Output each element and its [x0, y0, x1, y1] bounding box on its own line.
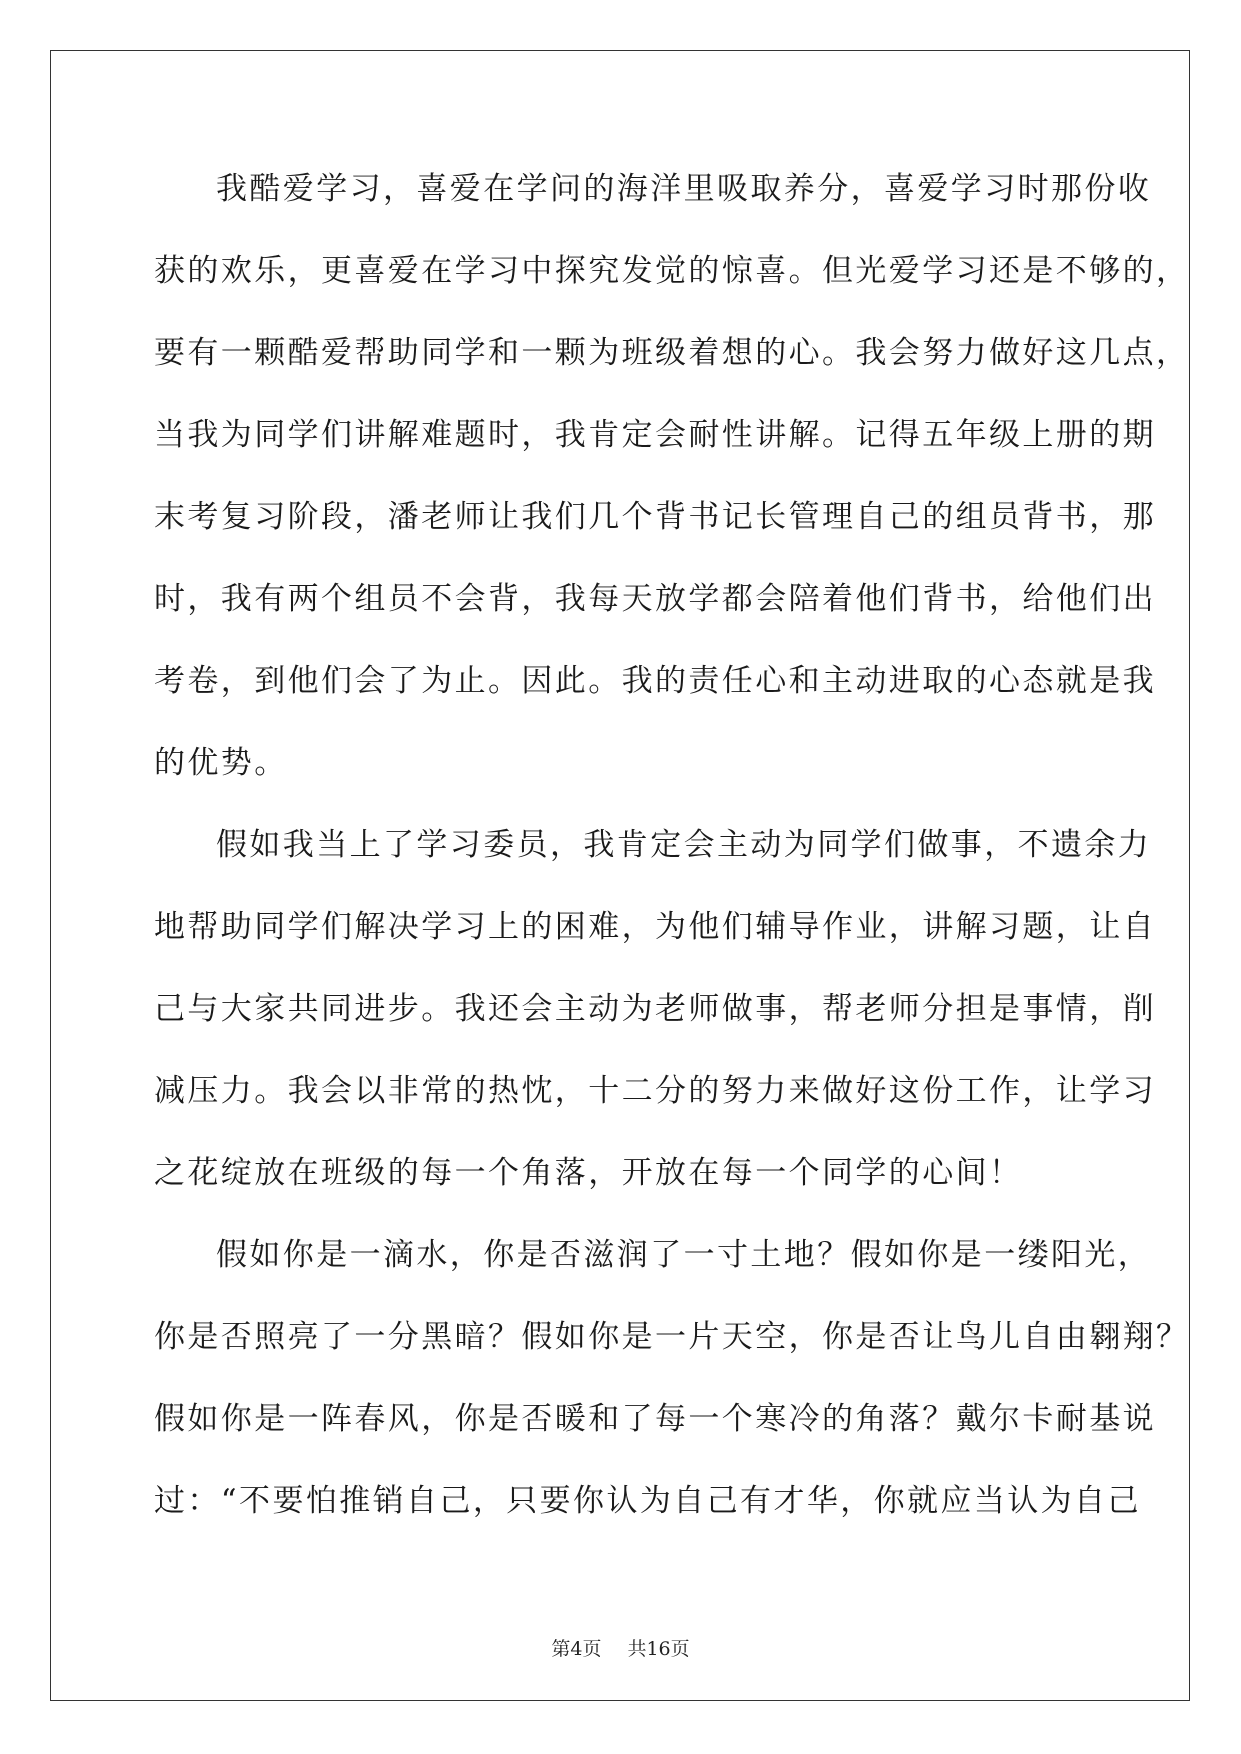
paragraph-1-line-4: 当我为同学们讲解难题时，我肯定会耐性讲解。记得五年级上册的期 [154, 417, 1156, 453]
paragraph-1-line-7: 考卷，到他们会了为止。因此。我的责任心和主动进取的心态就是我 [154, 663, 1156, 699]
paragraph-3-line-4: 过：“不要怕推销自己，只要你认为自己有才华，你就应当认为自己 [154, 1483, 1141, 1519]
total-pages: 共16页 [627, 1638, 690, 1660]
paragraph-1-line-8: 的优势。 [154, 745, 288, 781]
paragraph-2-line-1: 假如我当上了学习委员，我肯定会主动为同学们做事，不遗余力 [216, 827, 1152, 863]
paragraph-2-line-3: 己与大家共同进步。我还会主动为老师做事，帮老师分担是事情，削 [154, 991, 1156, 1027]
paragraph-2-line-4: 减压力。我会以非常的热忱，十二分的努力来做好这份工作，让学习 [154, 1073, 1156, 1109]
paragraph-1-line-6: 时，我有两个组员不会背，我每天放学都会陪着他们背书，给他们出 [154, 581, 1156, 617]
paragraph-3-line-2: 你是否照亮了一分黑暗？假如你是一片天空，你是否让鸟儿自由翱翔？ [154, 1319, 1190, 1355]
paragraph-3-line-1: 假如你是一滴水，你是否滋润了一寸土地？假如你是一缕阳光， [216, 1237, 1152, 1273]
page-footer [0, 1634, 1241, 1661]
paragraph-3-line-3: 假如你是一阵春风，你是否暖和了每一个寒冷的角落？戴尔卡耐基说 [154, 1401, 1156, 1437]
paragraph-1-line-2: 获的欢乐，更喜爱在学习中探究发觉的惊喜。但光爱学习还是不够的， [154, 253, 1190, 289]
paragraph-1-line-3: 要有一颗酷爱帮助同学和一颗为班级着想的心。我会努力做好这几点， [154, 335, 1190, 371]
paragraph-1-line-5: 末考复习阶段，潘老师让我们几个背书记长管理自己的组员背书，那 [154, 499, 1156, 535]
page-number: 第4页 [551, 1638, 602, 1660]
paragraph-2-line-2: 地帮助同学们解决学习上的困难，为他们辅导作业，讲解习题，让自 [154, 909, 1156, 945]
paragraph-1-line-1: 我酷爱学习，喜爱在学问的海洋里吸取养分，喜爱学习时那份收 [216, 171, 1152, 207]
paragraph-2-line-5: 之花绽放在班级的每一个角落，开放在每一个同学的心间！ [154, 1155, 1023, 1191]
document-body [154, 164, 1190, 1558]
